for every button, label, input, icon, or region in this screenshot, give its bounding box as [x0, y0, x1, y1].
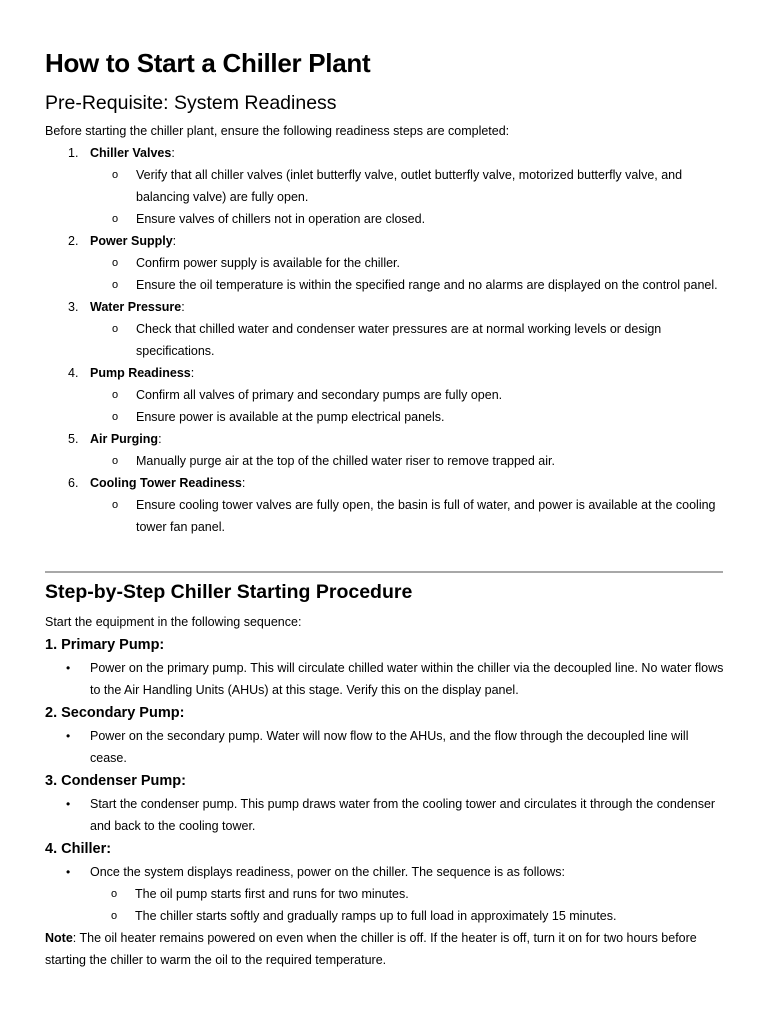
stage-bullet-text: Once the system displays readiness, power on the chiller. The sequence is as follows: [90, 865, 566, 879]
circle-bullet-icon: o [112, 323, 119, 335]
sub-item [112, 494, 728, 538]
sub-item-text: Ensure power is available at the pump electrical panels. [136, 410, 445, 424]
stage-heading: 4. Chiller: [45, 841, 112, 857]
readiness-step: 2. Power Supply: o Confirm power supply is available for the chiller. o Ensure the oil temperature is within the specified range and no alarms are displayed on the control panel. [45, 230, 728, 296]
section-divider [45, 571, 723, 573]
sub-item [112, 274, 728, 296]
circle-bullet-icon: o [112, 455, 119, 467]
procedure-intro: Start the equipment in the following sequence: [45, 615, 302, 629]
sub-item [112, 384, 728, 406]
sub-item-text: Ensure the oil temperature is within the specified range and no alarms are displayed on the control panel. [136, 278, 718, 292]
step-sublist [90, 252, 728, 296]
stage-bullets [45, 861, 728, 927]
stage-sub-text: The chiller starts softly and gradually ramps up to full load in approximately 15 minutes. [135, 909, 617, 923]
step-number: 3. [68, 300, 79, 314]
step-label: Cooling Tower Readiness [90, 476, 242, 490]
sub-item-text: Ensure cooling tower valves are fully open, the basin is full of water, and power is available at the cooling tower fan panel. [136, 498, 716, 534]
sub-item-text: Manually purge air at the top of the chilled water riser to remove trapped air. [136, 454, 555, 468]
stage-sub-item [111, 905, 728, 927]
step-label: Power Supply [90, 234, 173, 248]
sub-item [112, 208, 728, 230]
step-sublist [90, 494, 728, 538]
circle-bullet-icon: o [112, 279, 119, 291]
note-paragraph [45, 927, 728, 971]
circle-bullet-icon: o [112, 213, 119, 225]
prereq-intro: Before starting the chiller plant, ensure the following readiness steps are completed: [45, 124, 510, 138]
bullet-dot-icon: • [66, 661, 71, 675]
step-number: 5. [68, 432, 79, 446]
readiness-step: 4. Pump Readiness: o Confirm all valves of primary and secondary pumps are fully open. o Ensure power is available at the pump electrical panels. [45, 362, 728, 428]
readiness-step: 6. Cooling Tower Readiness: o Ensure cooling tower valves are fully open, the basin is full of water, and power is available at the cooling tower fan panel. [45, 472, 728, 538]
procedure-heading: Step-by-Step Chiller Starting Procedure [45, 581, 413, 603]
bullet-dot-icon: • [66, 797, 71, 811]
stage-heading: 3. Condenser Pump: [45, 773, 186, 789]
step-label: Pump Readiness [90, 366, 191, 380]
step-label: Air Purging [90, 432, 159, 446]
stage-bullets [45, 657, 728, 701]
procedure-stages [45, 633, 728, 927]
sub-item-text: Confirm all valves of primary and secondary pumps are fully open. [136, 388, 503, 402]
sub-item [112, 406, 728, 428]
stage-bullet-item [66, 725, 728, 769]
step-number: 6. [68, 476, 79, 490]
readiness-step: 3. Water Pressure: o Check that chilled water and condenser water pressures are at normal working levels or design specifications. [45, 296, 728, 362]
stage-bullet-text: Power on the primary pump. This will circulate chilled water within the chiller via the decoupled line. No water flows to the Air Handling Units (AHUs) at this stage. Verify this on the display panel. [90, 661, 724, 697]
stage-bullets [45, 793, 728, 837]
stage-bullet-text: Power on the secondary pump. Water will now flow to the AHUs, and the flow through the decoupled line will cease. [90, 729, 689, 765]
bullet-dot-icon: • [66, 865, 71, 879]
stage-bullet-item [66, 861, 728, 927]
note-text: : The oil heater remains powered on even when the chiller is off. If the heater is off, turn it on for two hours before starting the chiller to warm the oil to the required temperature. [45, 931, 697, 967]
sub-item [112, 450, 728, 472]
circle-bullet-icon: o [112, 499, 119, 511]
circle-bullet-icon: o [112, 411, 119, 423]
stage-bullets [45, 725, 728, 769]
circle-bullet-icon: o [112, 257, 119, 269]
readiness-step: 1. Chiller Valves: o Verify that all chiller valves (inlet butterfly valve, outlet butterfly valve, motorized butterfly valve, and balancing valve) are fully open. o Ensure valves of chillers not in operation are closed. [45, 142, 728, 230]
step-sublist [90, 164, 728, 230]
step-sublist [90, 450, 728, 472]
circle-bullet-icon: o [112, 169, 119, 181]
circle-bullet-icon: o [112, 389, 119, 401]
stage-bullet-text: Start the condenser pump. This pump draws water from the cooling tower and circulates it through the condenser and back to the cooling tower. [90, 797, 716, 833]
step-number: 2. [68, 234, 79, 248]
step-number: 1. [68, 146, 79, 160]
prereq-heading: Pre-Requisite: System Readiness [45, 92, 337, 114]
stage-sub-item [111, 883, 728, 905]
bullet-dot-icon: • [66, 729, 71, 743]
stage-bullet-item [66, 657, 728, 701]
sub-item-text: Ensure valves of chillers not in operation are closed. [136, 212, 426, 226]
stage-heading: 2. Secondary Pump: [45, 705, 185, 721]
procedure-section [45, 611, 728, 971]
readiness-steps-list [45, 142, 728, 538]
page-title: How to Start a Chiller Plant [45, 48, 371, 78]
stage-sublist [90, 883, 728, 927]
sub-item-text: Verify that all chiller valves (inlet butterfly valve, outlet butterfly valve, motorized butterfly valve, and balancing valve) are fully open. [136, 168, 683, 204]
circle-bullet-icon: o [111, 910, 118, 922]
prereq-section [45, 120, 728, 538]
readiness-step: 5. Air Purging: o Manually purge air at the top of the chilled water riser to remove trapped air. [45, 428, 728, 472]
step-label: Chiller Valves [90, 146, 172, 160]
step-label: Water Pressure [90, 300, 182, 314]
step-sublist [90, 318, 728, 362]
circle-bullet-icon: o [111, 888, 118, 900]
stage-bullet-item [66, 793, 728, 837]
stage-heading: 1. Primary Pump: [45, 637, 165, 653]
stage-sub-text: The oil pump starts first and runs for two minutes. [135, 887, 409, 901]
sub-item-text: Check that chilled water and condenser water pressures are at normal working levels or design specifications. [136, 322, 662, 358]
step-number: 4. [68, 366, 79, 380]
sub-item [112, 318, 728, 362]
note-label: Note [45, 931, 73, 945]
sub-item [112, 252, 728, 274]
sub-item-text: Confirm power supply is available for the chiller. [136, 256, 401, 270]
step-sublist [90, 384, 728, 428]
